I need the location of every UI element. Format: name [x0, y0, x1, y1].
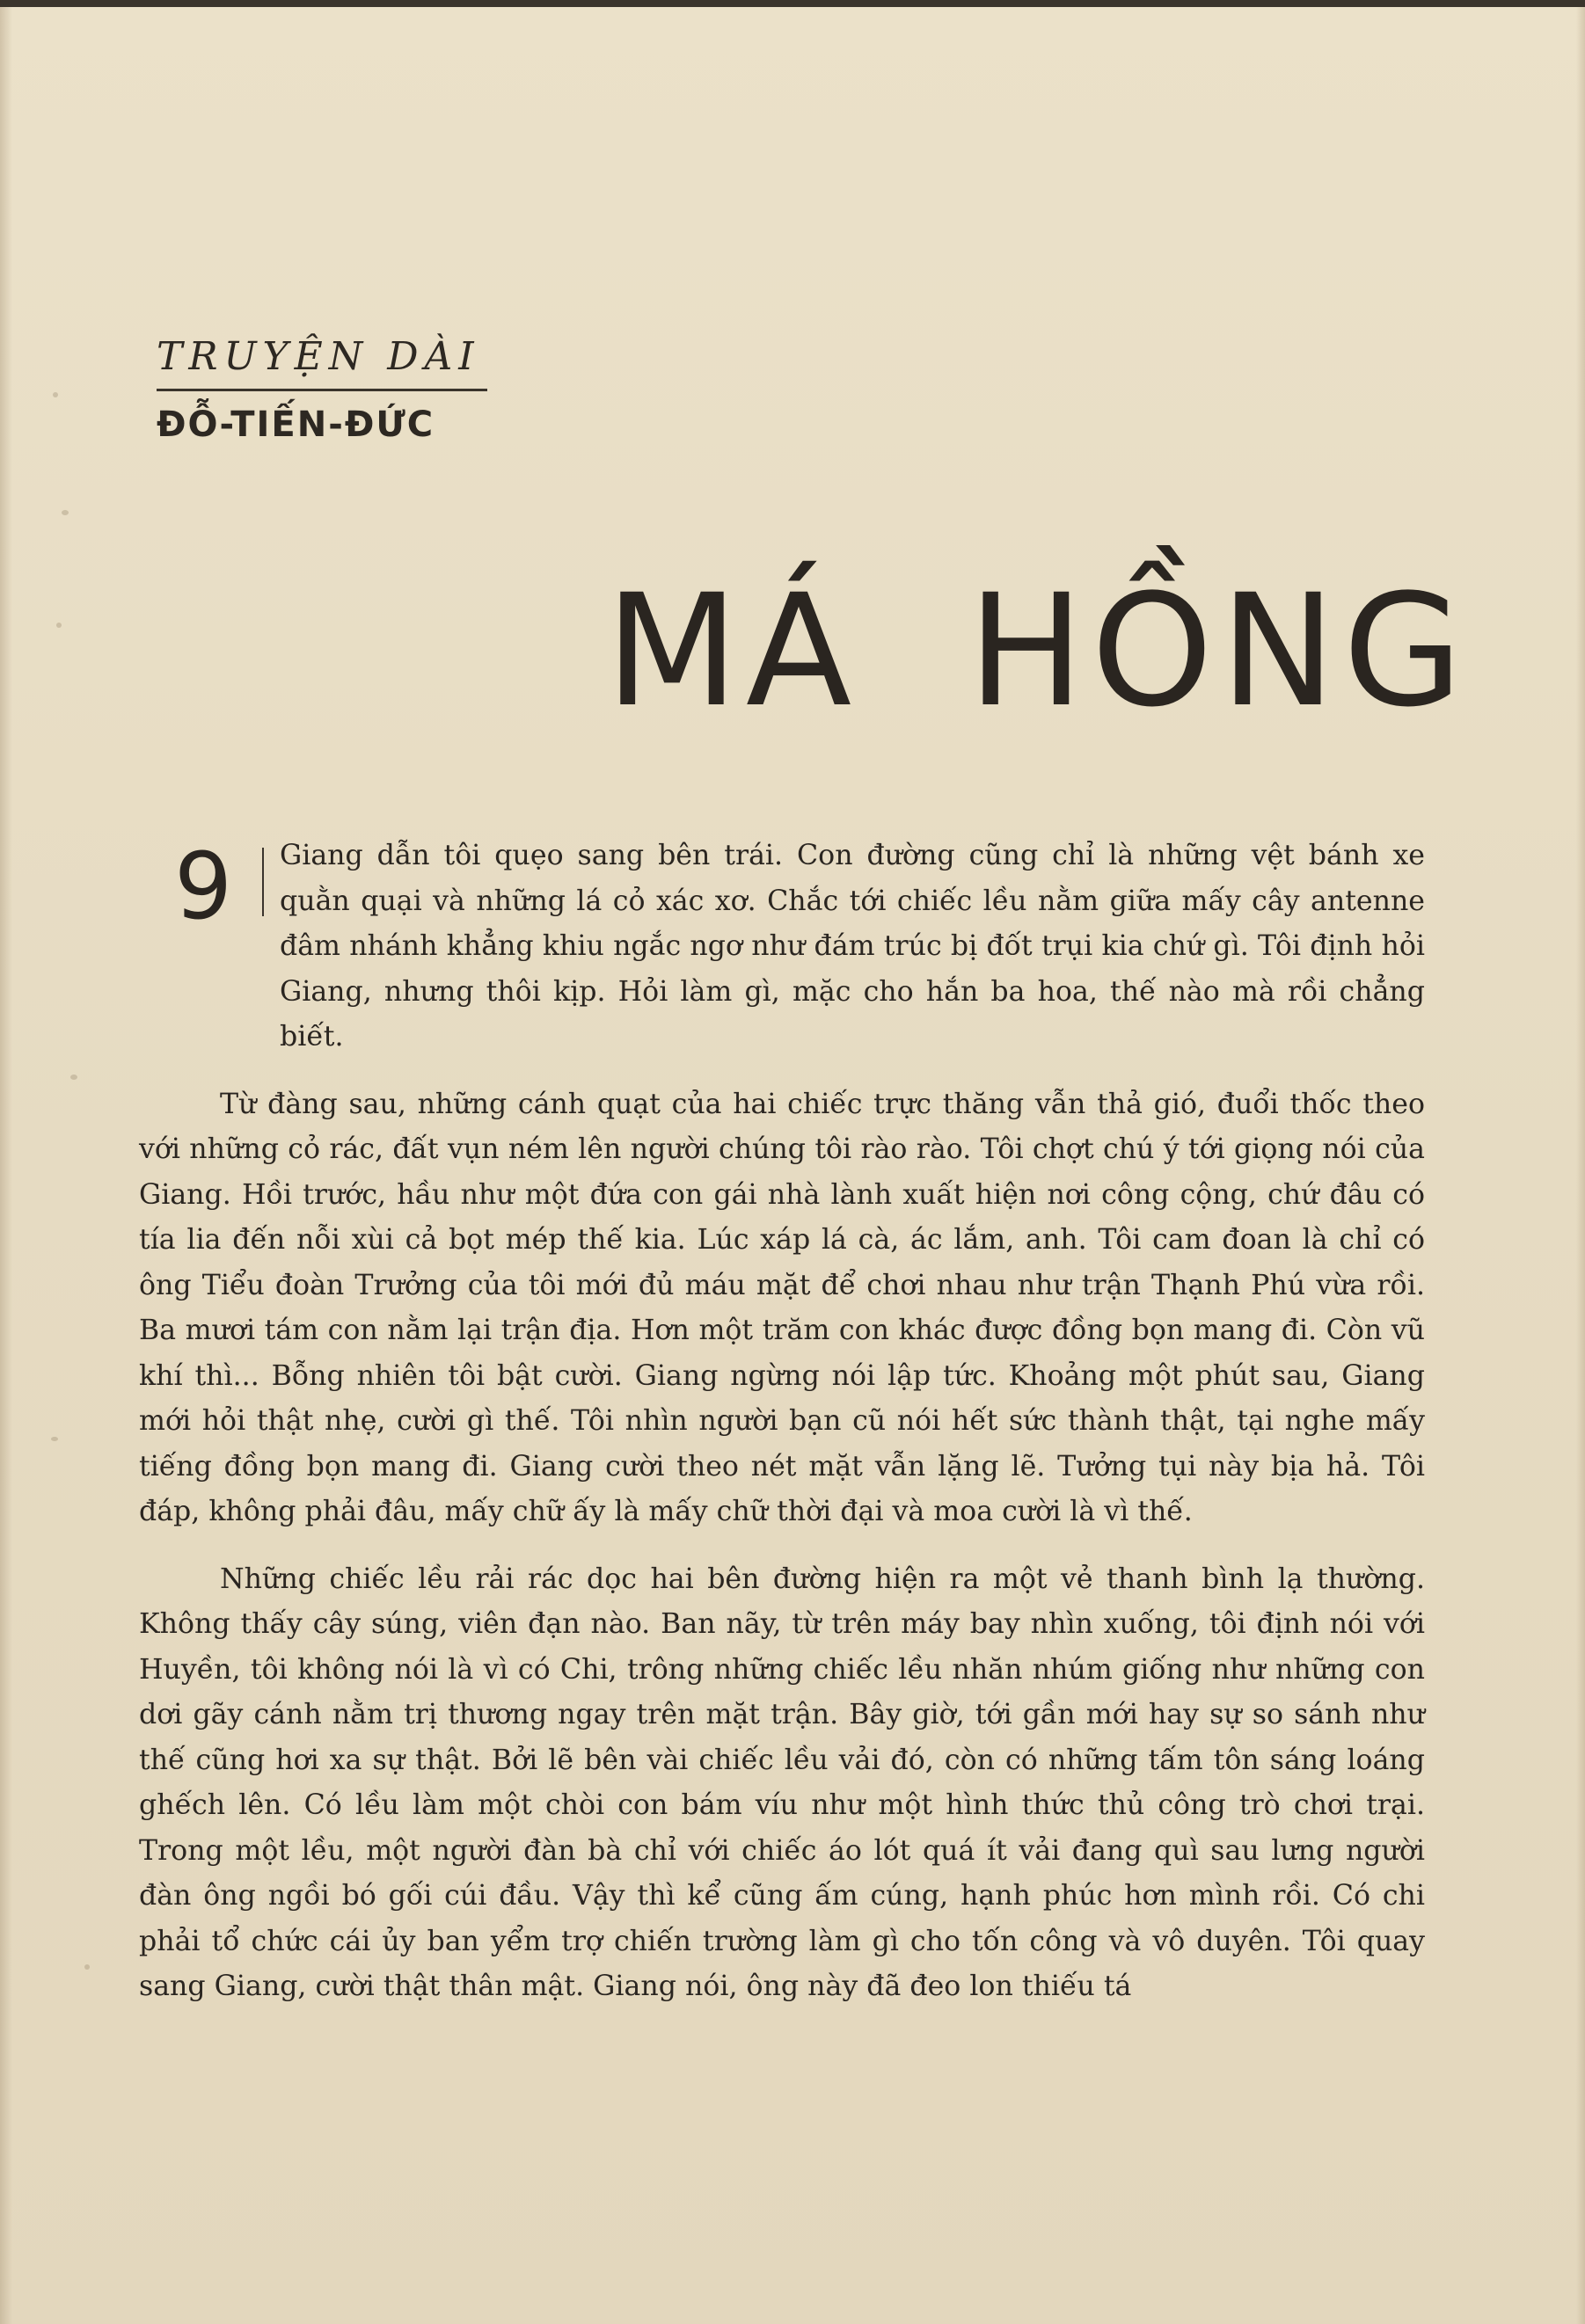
paragraph: Những chiếc lều rải rác dọc hai bên đường hiện ra một vẻ thanh bình lạ thường. Không thấy cây súng, viên đạn nào. Ban nãy, từ trên máy bay nhìn xuống, tôi định nói với Huyền, tôi không nói là vì có Chi, trông những chiếc lều nhăn nhúm giống như những con dơi gãy cánh nằm trị thương ngay trên mặt trận. Bây giờ, tới gần mới hay sự so sánh như thế cũng hơi xa sự thật. Bởi lẽ bên vài chiếc lều vải đó, còn có những tấm tôn sáng loáng ghếch lên. Có lều làm một chòi con bám víu như một hình thức thủ công trò chơi trại. Trong một lều, một người đàn bà chỉ với chiếc áo lót quá ít vải đang quì sau lưng người đàn ông ngồi bó gối cúi đầu. Vậy thì kể cũng ấm cúng, hạnh phúc hơn mình rồi. Có chi phải tổ chức cái ủy ban yểm trợ chiến trường làm gì cho tốn công và vô duyên. Tôi quay sang Giang, cười thật thân mật. Giang nói, ông này đã đeo lon thiếu tá [139, 1563, 1425, 2002]
speck [84, 1964, 90, 1970]
paragraph: Từ đàng sau, những cánh quạt của hai chiếc trực thăng vẫn thả gió, đuổi thốc theo với những cỏ rác, đất vụn ném lên người chúng tôi rào rào. Tôi chợt chú ý tới giọng nói của Giang. Hồi trước, hầu như một đứa con gái nhà lành xuất hiện nơi công cộng, chứ đâu có tía lia đến nỗi xùi cả bọt mép thế kia. Lúc xáp lá cà, ác lắm, anh. Tôi cam đoan là chỉ có ông Tiểu đoàn Trưởng của tôi mới đủ máu mặt để chơi nhau như trận Thạnh Phú vừa rồi. Ba mươi tám con nằm lại trận địa. Hơn một trăm con khác được đồng bọn mang đi. Còn vũ khí thì... Bỗng nhiên tôi bật cười. Giang ngừng nói lập tức. Khoảng một phút sau, Giang mới hỏi thật nhẹ, cười gì thế. Tôi nhìn người bạn cũ nói hết sức thành thật, tại nghe mấy tiếng đồng bọn mang đi. Giang cười theo nét mặt vẫn lặng lẽ. Tưởng tụi này bịa hả. Tôi đáp, không phải đâu, mấy chữ ấy là mấy chữ thời đại và moa cười là vì thế. [139, 1088, 1425, 1527]
speck [62, 510, 69, 515]
paragraph-text: Giang dẫn tôi quẹo sang bên trái. Con đường cũng chỉ là những vệt bánh xe quằn quại và những lá cỏ xác xơ. Chắc tới chiếc lều nằm giữa mấy cây antenne đâm nhánh khẳng khiu ngắc ngơ như đám trúc bị đốt trụi kia chứ gì. Tôi định hỏi Giang, nhưng thôi kịp. Hỏi làm gì, mặc cho hắn ba hoa, thế nào mà rồi chẳng biết. [280, 840, 1425, 1053]
speck [51, 1437, 58, 1441]
chapter-number: 9 [174, 833, 233, 940]
speck [53, 392, 58, 397]
section-label: TRUYỆN DÀI [157, 334, 480, 379]
paragraph [139, 834, 1425, 1060]
author-name: ĐỖ-TIẾN-ĐỨC [157, 404, 435, 445]
section-rule [157, 389, 487, 391]
left-page-edge [0, 7, 12, 2324]
speck [70, 1075, 77, 1080]
chapter-rule [262, 848, 264, 916]
speck [56, 623, 62, 628]
right-page-edge [1576, 7, 1585, 2324]
story-title: MÁ HỒNG [605, 561, 1471, 741]
article-body [139, 834, 1425, 2010]
